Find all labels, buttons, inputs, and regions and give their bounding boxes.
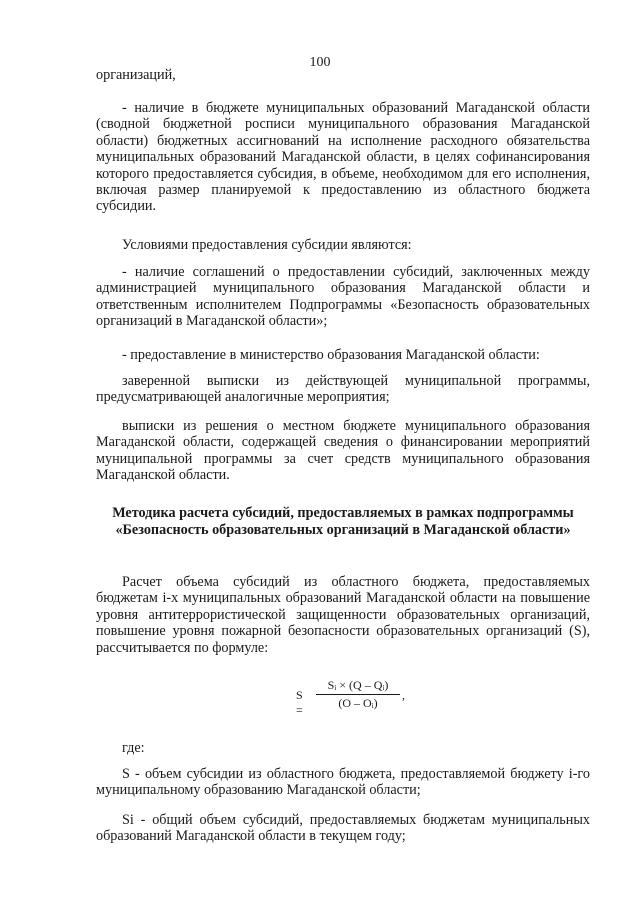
paragraph-7: Расчет объема субсидий из областного бюджета, предоставляемых бюджетам i-х муниципальных образований Магаданской области на повышение уровня антитеррористической защищенности образовательных организаций, повышение уровня пожарной безопасности образовательных организаций (S), рассчитывается по формуле: bbox=[96, 574, 590, 656]
page-number: 100 bbox=[309, 55, 331, 70]
formula-comma: , bbox=[402, 688, 405, 702]
section-heading: Методика расчета субсидий, предоставляемых в рамках подпрограммы «Безопасность образовательных организаций в Магаданской области» bbox=[112, 505, 574, 538]
paragraph-3: - наличие соглашений о предоставлении субсидий, заключенных между администрацией муниципального образования Магаданской области и ответственным исполнителем Подпрограммы «Безопасность образовательных организаций в Магаданской области»; bbox=[96, 264, 590, 330]
paragraph-0: организаций, bbox=[96, 67, 176, 83]
formula-lhs: S = bbox=[296, 688, 303, 717]
paragraph-5: заверенной выписки из действующей муниципальной программы, предусматривающей аналогичные мероприятия; bbox=[96, 373, 590, 406]
formula-fraction bbox=[316, 678, 400, 711]
paragraph-10: Si - общий объем субсидий, предоставляемых бюджетам муниципальных образований Магаданской области в текущем году; bbox=[96, 812, 590, 845]
paragraph-1: - наличие в бюджете муниципальных образований Магаданской области (сводной бюджетной росписи муниципального образования Магаданской области) бюджетных ассигнований на исполнение расходного обязательства муниципальных образований Магаданской области, в целях софинансирования которого предоставляется субсидия, в объеме, необходимом для его исполнения, включая размер планируемой к предоставлению из областного бюджета субсидии. bbox=[96, 100, 590, 215]
formula-denominator: (O – Oᵢ) bbox=[338, 696, 378, 710]
paragraph-4: - предоставление в министерство образования Магаданской области: bbox=[122, 347, 540, 363]
formula-numerator: Sᵢ × (Q – Qᵢ) bbox=[316, 678, 400, 695]
paragraph-2: Условиями предоставления субсидии являются: bbox=[122, 237, 412, 253]
paragraph-9: S - объем субсидии из областного бюджета, предоставляемой бюджету i-го муниципальному образованию Магаданской области; bbox=[96, 766, 590, 799]
paragraph-6: выписки из решения о местном бюджете муниципального образования Магаданской области, содержащей сведения о финансировании мероприятий муниципальной программы за счет средств муниципального образования Магаданской области. bbox=[96, 418, 590, 484]
paragraph-8: где: bbox=[122, 740, 145, 756]
